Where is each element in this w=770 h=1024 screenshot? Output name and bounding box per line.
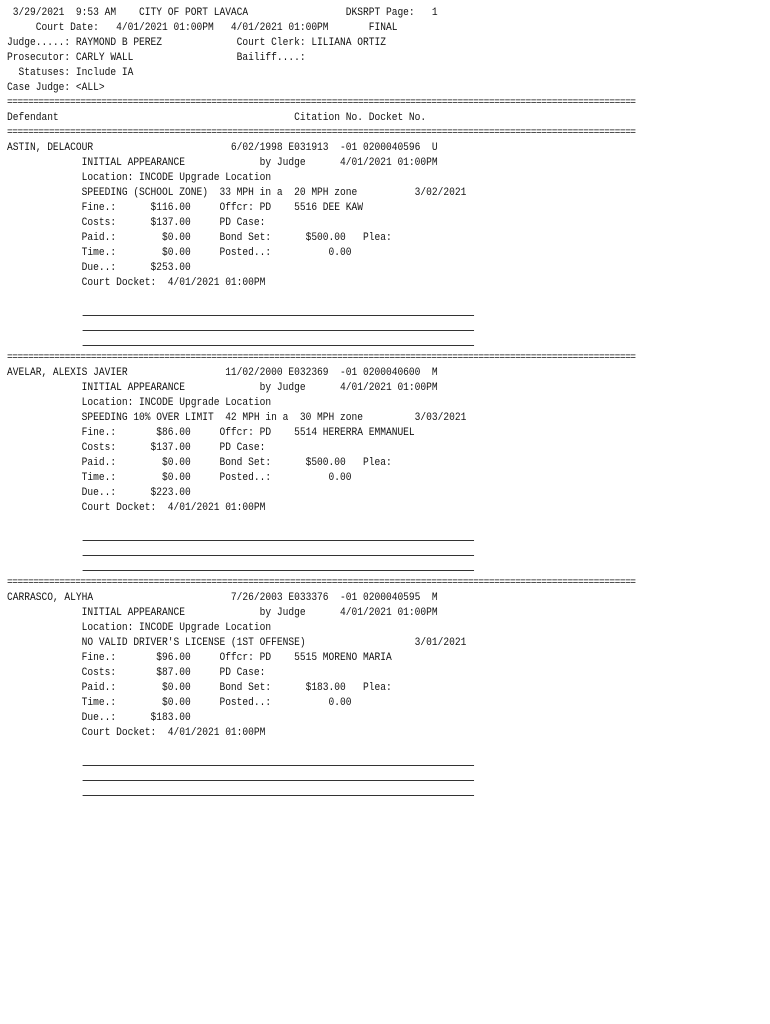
separator-rule: ========================================================================================================================: [7, 97, 636, 109]
location-line: Location: INCODE Upgrade Location: [7, 172, 272, 184]
court-docket-line: Court Docket: 4/01/2021 01:00PM: [7, 727, 266, 739]
fine-line: Fine.: $96.00 Offcr: PD 5515 MORENO MARIA: [7, 652, 392, 664]
separator-rule: ========================================================================================================================: [7, 127, 636, 139]
defendant-line: CARRASCO, ALYHA 7/26/2003 E033376 -01 0200040595 M: [7, 592, 438, 604]
separator-rule: ========================================================================================================================: [7, 577, 636, 589]
costs-line: Costs: $137.00 PD Case:: [7, 442, 266, 454]
court-date-line: Court Date: 4/01/2021 01:00PM 4/01/2021 01:00PM FINAL: [7, 22, 398, 34]
court-docket-line: Court Docket: 4/01/2021 01:00PM: [7, 277, 266, 289]
notes-underline: [7, 306, 477, 321]
location-line: Location: INCODE Upgrade Location: [7, 622, 272, 634]
case-judge-line: Case Judge: <ALL>: [7, 82, 105, 94]
appearance-line: INITIAL APPEARANCE by Judge 4/01/2021 01:00PM: [7, 607, 438, 619]
notes-underline: [7, 336, 477, 351]
defendant-line: ASTIN, DELACOUR 6/02/1998 E031913 -01 0200040596 U: [7, 142, 438, 154]
defendant-record: [7, 141, 477, 351]
fine-line: Fine.: $116.00 Offcr: PD 5516 DEE KAW: [7, 202, 364, 214]
charge-line: SPEEDING 10% OVER LIMIT 42 MPH in a 30 MPH zone 3/03/2021: [7, 412, 467, 424]
defendant-record: [7, 366, 477, 576]
notes-underline: [7, 561, 477, 576]
notes-underline: [7, 771, 477, 786]
appearance-line: INITIAL APPEARANCE by Judge 4/01/2021 01:00PM: [7, 382, 438, 394]
due-line: Due..: $223.00: [7, 487, 191, 499]
costs-line: Costs: $137.00 PD Case:: [7, 217, 266, 229]
costs-line: Costs: $87.00 PD Case:: [7, 667, 266, 679]
notes-underline: [7, 321, 477, 336]
paid-line: Paid.: $0.00 Bond Set: $500.00 Plea:: [7, 457, 392, 469]
separator-rule: ========================================================================================================================: [7, 352, 636, 364]
notes-underline: [7, 786, 477, 801]
charge-line: NO VALID DRIVER'S LICENSE (1ST OFFENSE) 3/01/2021: [7, 637, 467, 649]
appearance-line: INITIAL APPEARANCE by Judge 4/01/2021 01:00PM: [7, 157, 438, 169]
notes-underline: [7, 531, 477, 546]
judge-clerk-line: Judge.....: RAYMOND B PEREZ Court Clerk: LILIANA ORTIZ: [7, 37, 386, 49]
defendant-line: AVELAR, ALEXIS JAVIER 11/02/2000 E032369 -01 0200040600 M: [7, 367, 438, 379]
court-docket-line: Court Docket: 4/01/2021 01:00PM: [7, 502, 266, 514]
time-line: Time.: $0.00 Posted..: 0.00: [7, 247, 352, 259]
fine-line: Fine.: $86.00 Offcr: PD 5514 HERERRA EMMANUEL: [7, 427, 415, 439]
notes-underline: [7, 756, 477, 771]
time-line: Time.: $0.00 Posted..: 0.00: [7, 697, 352, 709]
report-header-line-1: 3/29/2021 9:53 AM CITY OF PORT LAVACA DKSRPT Page: 1: [7, 7, 438, 19]
paid-line: Paid.: $0.00 Bond Set: $500.00 Plea:: [7, 232, 392, 244]
statuses-line: Statuses: Include IA: [7, 67, 134, 79]
defendant-record: [7, 591, 477, 801]
location-line: Location: INCODE Upgrade Location: [7, 397, 272, 409]
docket-report: [7, 6, 636, 801]
charge-line: SPEEDING (SCHOOL ZONE) 33 MPH in a 20 MPH zone 3/02/2021: [7, 187, 467, 199]
notes-underline: [7, 546, 477, 561]
column-header: Defendant Citation No. Docket No.: [7, 112, 427, 124]
paid-line: Paid.: $0.00 Bond Set: $183.00 Plea:: [7, 682, 392, 694]
due-line: Due..: $183.00: [7, 712, 191, 724]
prosecutor-bailiff-line: Prosecutor: CARLY WALL Bailiff....:: [7, 52, 306, 64]
time-line: Time.: $0.00 Posted..: 0.00: [7, 472, 352, 484]
due-line: Due..: $253.00: [7, 262, 191, 274]
